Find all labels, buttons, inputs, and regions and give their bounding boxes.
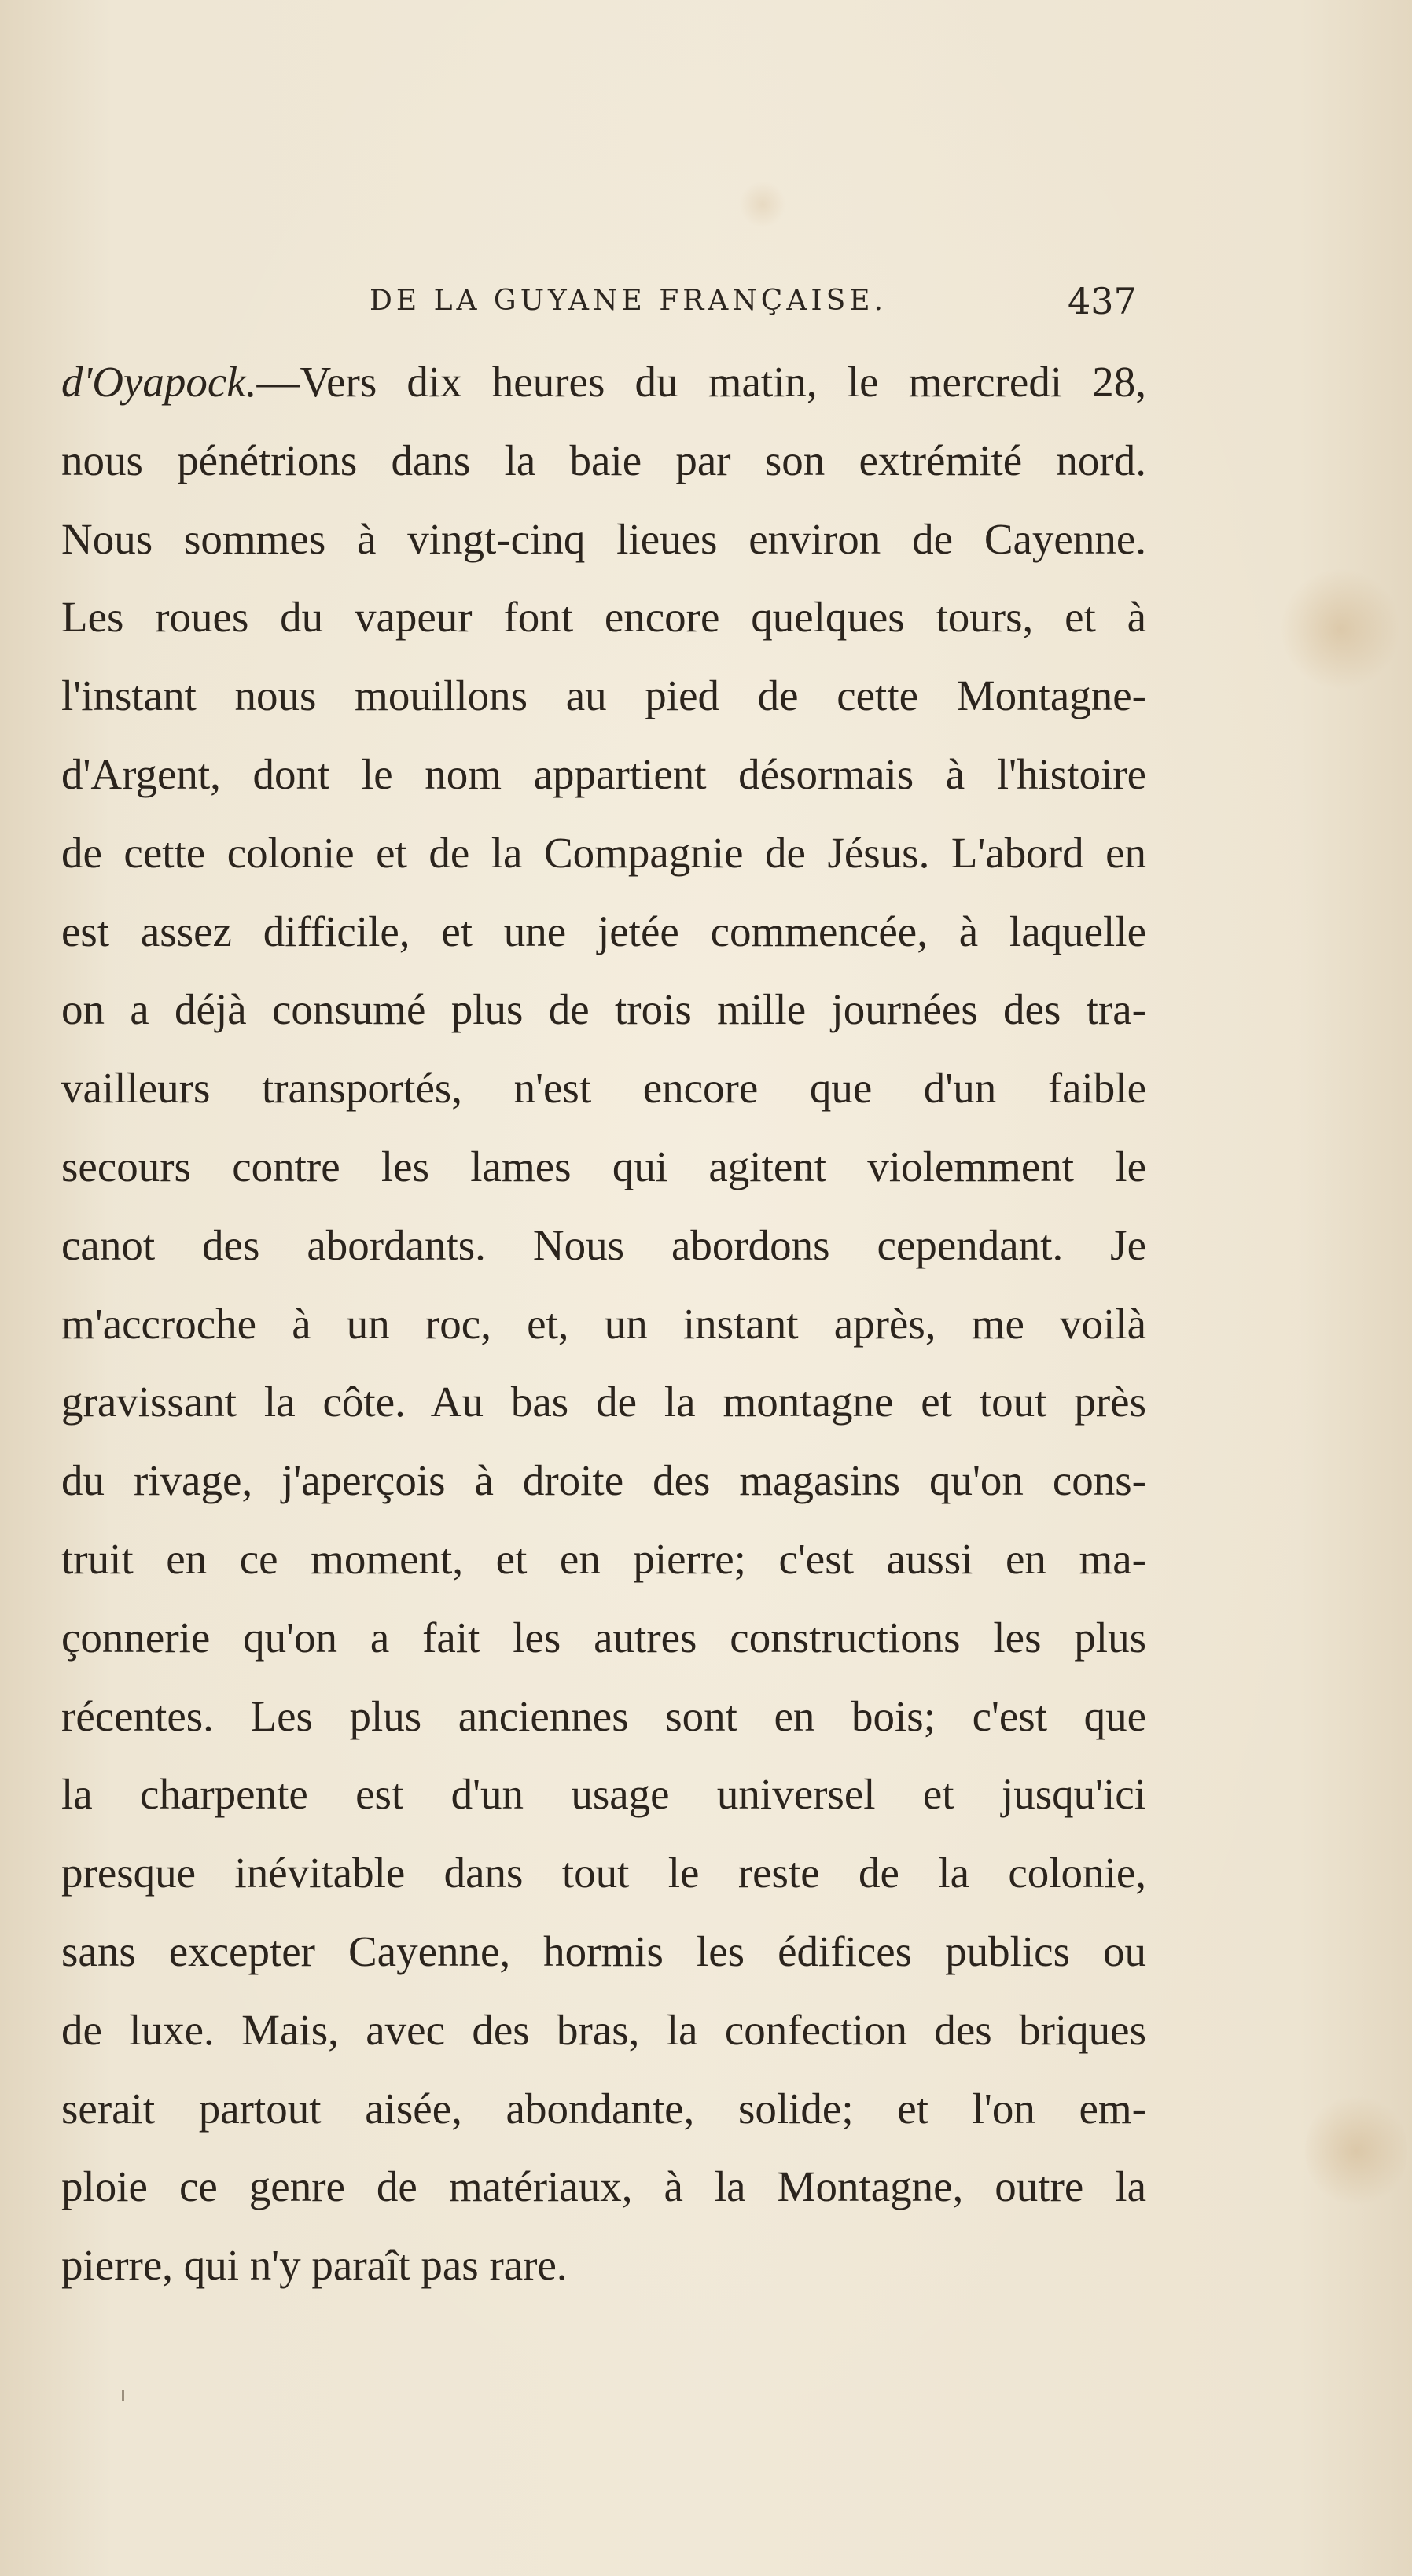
text-line: m'accroche à un roc, et, un instant après, me voilà <box>61 1299 1146 1348</box>
paper-stain <box>1281 566 1399 692</box>
page-number: 437 <box>1068 280 1137 322</box>
text-line: de luxe. Mais, avec des bras, la confection des briques <box>61 2005 1146 2054</box>
text-line: ploie ce genre de matériaux, à la Montagne, outre la <box>61 2162 1146 2211</box>
text-line: serait partout aisée, abondante, solide; et l'on em- <box>61 2084 1146 2133</box>
text-line: çonnerie qu'on a fait les autres constructions les plus <box>61 1613 1146 1662</box>
text-line: truit en ce moment, et en pierre; c'est aussi en ma- <box>61 1534 1146 1583</box>
running-title: DE LA GUYANE FRANÇAISE. <box>370 285 887 317</box>
text-line <box>61 343 1146 421</box>
text-line: la charpente est d'un usage universel et jusqu'ici <box>61 1770 1146 1819</box>
line-continuation: —Vers dix heures du matin, le mercredi 28, <box>256 358 1146 406</box>
text-line: vailleurs transportés, n'est encore que d'un faible <box>61 1064 1146 1113</box>
text-line: secours contre les lames qui agitent violemment le <box>61 1142 1146 1190</box>
text-line: de cette colonie et de la Compagnie de Jésus. L'abord en <box>61 828 1146 877</box>
text-line: presque inévitable dans tout le reste de la colonie, <box>61 1849 1146 1897</box>
text-line: l'instant nous mouillons au pied de cette Montagne- <box>61 672 1146 720</box>
text-line: on a déjà consumé plus de trois mille journées des tra- <box>61 985 1146 1034</box>
text-line-last: pierre, qui n'y paraît pas rare. <box>61 2241 568 2290</box>
text-line: d'Argent, dont le nom appartient désormais à l'histoire <box>61 749 1146 798</box>
place-name: d'Oyapock. <box>61 358 257 406</box>
text-line: Nous sommes à vingt-cinq lieues environ de Cayenne. <box>61 514 1146 563</box>
text-line: du rivage, j'aperçois à droite des magasins qu'on cons- <box>61 1456 1146 1505</box>
page-header <box>0 280 1412 324</box>
paper-speck <box>122 2390 124 2401</box>
text-line: nous pénétrions dans la baie par son extrémité nord. <box>61 436 1146 484</box>
text-line: est assez difficile, et une jetée commencée, à laquelle <box>61 907 1146 955</box>
text-line: canot des abordants. Nous abordons cependant. Je <box>61 1220 1146 1269</box>
paper-stain <box>1305 2092 1407 2210</box>
text-line: sans excepter Cayenne, hormis les édifices publics ou <box>61 1926 1146 1975</box>
text-line: récentes. Les plus anciennes sont en bois; c'est que <box>61 1691 1146 1740</box>
text-line: Les roues du vapeur font encore quelques tours, et à <box>61 593 1146 642</box>
body-text <box>61 343 1146 2305</box>
paper-stain <box>739 181 786 228</box>
text-line: gravissant la côte. Au bas de la montagne et tout près <box>61 1378 1146 1426</box>
